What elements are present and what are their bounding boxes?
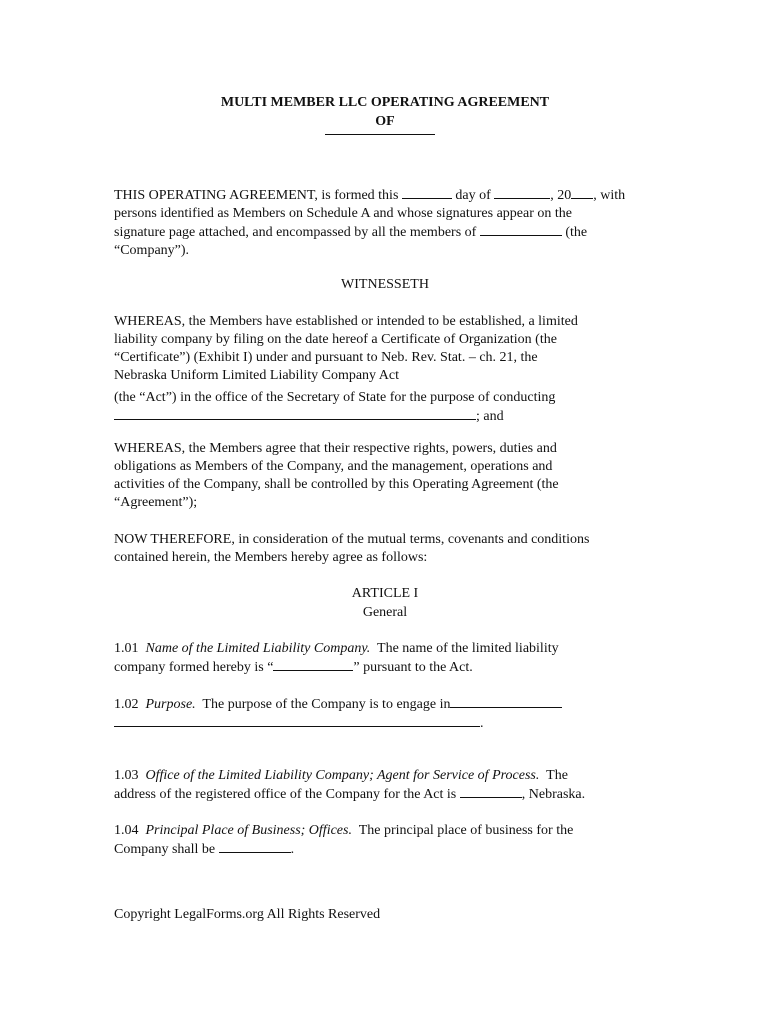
whereas1-line-6: ; and — [476, 409, 504, 424]
section-1-01-text: The name of the limited liability — [377, 641, 559, 656]
witnesseth-heading: WITNESSETH — [341, 277, 429, 292]
article-heading: ARTICLE I — [351, 586, 419, 601]
section-1-02-text: The purpose of the Company is to engage in — [202, 697, 451, 712]
section-1-03-line-2b: , Nebraska. — [521, 787, 586, 802]
section-1-01 — [114, 640, 656, 677]
now-therefore-line-1: NOW THEREFORE, in consideration of the mutual terms, covenants and conditions — [114, 532, 590, 547]
intro-line-4: “Company”). — [114, 243, 190, 258]
whereas2-line-2: obligations as Members of the Company, and the management, operations and — [114, 459, 553, 474]
open-quote: “ — [267, 660, 274, 675]
members-blank — [480, 223, 562, 236]
section-1-04-line-2b: . — [290, 842, 295, 857]
month-blank — [494, 186, 550, 199]
section-1-02-end: . — [480, 716, 484, 731]
day-blank — [402, 186, 452, 199]
intro-paragraph — [114, 186, 656, 260]
section-1-03-title: Office of the Limited Liability Company; Agent for Service of Process. — [145, 768, 540, 783]
year-blank — [571, 186, 593, 199]
section-1-03 — [114, 767, 656, 804]
intro-text-b: day of — [455, 188, 491, 203]
engage-in-blank-2 — [114, 714, 480, 727]
document-title-of: OF — [375, 114, 395, 129]
intro-text-c: , 20 — [550, 188, 572, 203]
section-1-04-number: 1.04 — [114, 823, 139, 838]
close-quote: ” — [353, 660, 360, 675]
section-1-04-title: Principal Place of Business; Offices. — [145, 823, 352, 838]
copyright-footer: Copyright LegalForms.org All Rights Reserved — [114, 907, 381, 922]
principal-place-blank — [219, 840, 291, 853]
intro-text-d: , with — [593, 188, 626, 203]
whereas-paragraph-2 — [114, 440, 656, 512]
section-1-02-number: 1.02 — [114, 697, 139, 712]
section-1-01-line-2a: company formed hereby is — [114, 660, 264, 675]
section-1-04-line-2a: Company shall be — [114, 842, 216, 857]
section-1-01-number: 1.01 — [114, 641, 139, 656]
intro-text-g: (the — [565, 225, 588, 240]
whereas2-line-1: WHEREAS, the Members agree that their respective rights, powers, duties and — [114, 441, 557, 456]
whereas1-line-1: WHEREAS, the Members have established or intended to be established, a limited — [114, 314, 578, 329]
section-1-03-number: 1.03 — [114, 768, 139, 783]
purpose-blank — [114, 407, 476, 420]
section-1-04 — [114, 822, 656, 859]
registered-office-blank — [460, 785, 522, 798]
whereas-paragraph-1 — [114, 313, 656, 426]
section-1-01-line-2b: pursuant to the Act. — [363, 660, 473, 675]
company-name-blank — [325, 134, 435, 135]
intro-line-2: persons identified as Members on Schedule A and whose signatures appear on the — [114, 206, 573, 221]
engage-in-blank — [450, 695, 562, 708]
whereas2-line-4: “Agreement”); — [114, 495, 198, 510]
whereas1-line-5: (the “Act”) in the office of the Secretary of State for the purpose of conducting — [114, 390, 556, 405]
section-1-01-title: Name of the Limited Liability Company. — [145, 641, 371, 656]
intro-text-a: THIS OPERATING AGREEMENT, is formed this — [114, 188, 399, 203]
whereas1-line-2: liability company by filing on the date hereof a Certificate of Organization (the — [114, 332, 557, 347]
now-therefore-line-2: contained herein, the Members hereby agree as follows: — [114, 550, 428, 565]
whereas1-line-3: “Certificate”) (Exhibit I) under and pursuant to Neb. Rev. Stat. – ch. 21, the — [114, 350, 538, 365]
section-1-03-line-2a: address of the registered office of the Company for the Act is — [114, 787, 457, 802]
now-therefore-paragraph — [114, 531, 656, 567]
whereas1-line-4: Nebraska Uniform Limited Liability Company Act — [114, 368, 399, 383]
document-title: MULTI MEMBER LLC OPERATING AGREEMENT — [220, 95, 550, 110]
section-1-03-text: The — [546, 768, 568, 783]
whereas2-line-3: activities of the Company, shall be controlled by this Operating Agreement (the — [114, 477, 559, 492]
article-subheading: General — [362, 605, 408, 620]
intro-text-f: signature page attached, and encompassed by all the members of — [114, 225, 477, 240]
section-1-04-text: The principal place of business for the — [358, 823, 574, 838]
section-1-02 — [114, 695, 656, 733]
section-1-02-title: Purpose. — [145, 697, 196, 712]
llc-name-blank — [273, 658, 353, 671]
